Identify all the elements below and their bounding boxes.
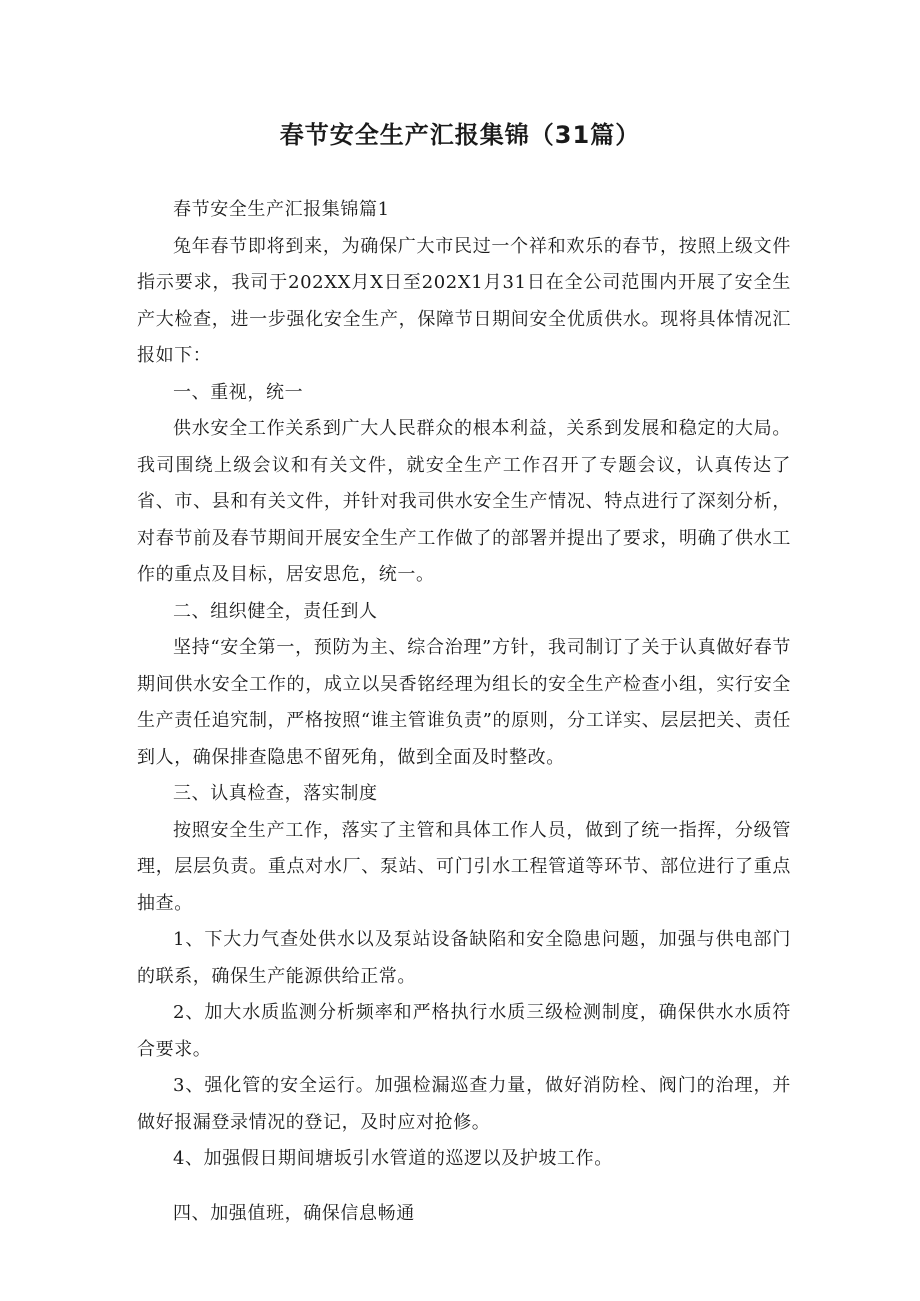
section-heading: 四、加强值班，确保信息畅通 [173,1202,415,1224]
list-item: 2、加大水质监测分析频率和严格执行水质三级检测制度，确保供水水质符合要求。 [137,1002,791,1060]
body-paragraph: 坚持“安全第一，预防为主、综合治理”方针，我司制订了关于认真做好春节期间供水安全工作的，成立以吴香铭经理为组长的安全生产检查小组，实行安全生产责任追究制，严格按照“谁主管谁负责”的原则，分工详实、层层把关、责任到人，确保排查隐患不留死角，做到全面及时整改。 [137,637,791,768]
list-item: 1、下大力气查处供水以及泵站设备缺陷和安全隐患问题，加强与供电部门的联系，确保生产能源供给正常。 [137,929,791,987]
section-heading: 三、认真检查，落实制度 [173,783,378,804]
body-paragraph: 供水安全工作关系到广大人民群众的根本利益，关系到发展和稳定的大局。我司围绕上级会议和有关文件，就安全生产工作召开了专题会议，认真传达了省、市、县和有关文件，并针对我司供水安全生产情况、特点进行了深刻分析，对春节前及春节期间开展安全生产工作做了的部署并提出了要求，明确了供水工作的重点及目标，居安思危，统一。 [137,418,791,585]
section-heading: 一、重视，统一 [173,381,304,403]
section-heading: 春节安全生产汇报集锦篇1 [173,199,390,220]
list-item: 4、加强假日期间塘坂引水管道的巡逻以及护坡工作。 [173,1148,613,1169]
document-body [137,192,791,1232]
document-title: 春节安全生产汇报集锦（31篇） [279,121,641,149]
body-paragraph: 按照安全生产工作，落实了主管和具体工作人员，做到了统一指挥，分级管理，层层负责。重点对水厂、泵站、可门引水工程管道等环节、部位进行了重点抽查。 [137,819,791,914]
section-heading: 二、组织健全，责任到人 [173,600,378,622]
list-item: 3、强化管的安全运行。加强检漏巡查力量，做好消防栓、阀门的治理，并做好报漏登录情况的登记，及时应对抢修。 [137,1075,791,1133]
body-paragraph: 兔年春节即将到来，为确保广大市民过一个祥和欢乐的春节，按照上级文件指示要求，我司于202XX月X日至202X1月31日在全公司范围内开展了安全生产大检查，进一步强化安全生产，保障节日期间安全优质供水。现将具体情况汇报如下： [137,235,791,366]
